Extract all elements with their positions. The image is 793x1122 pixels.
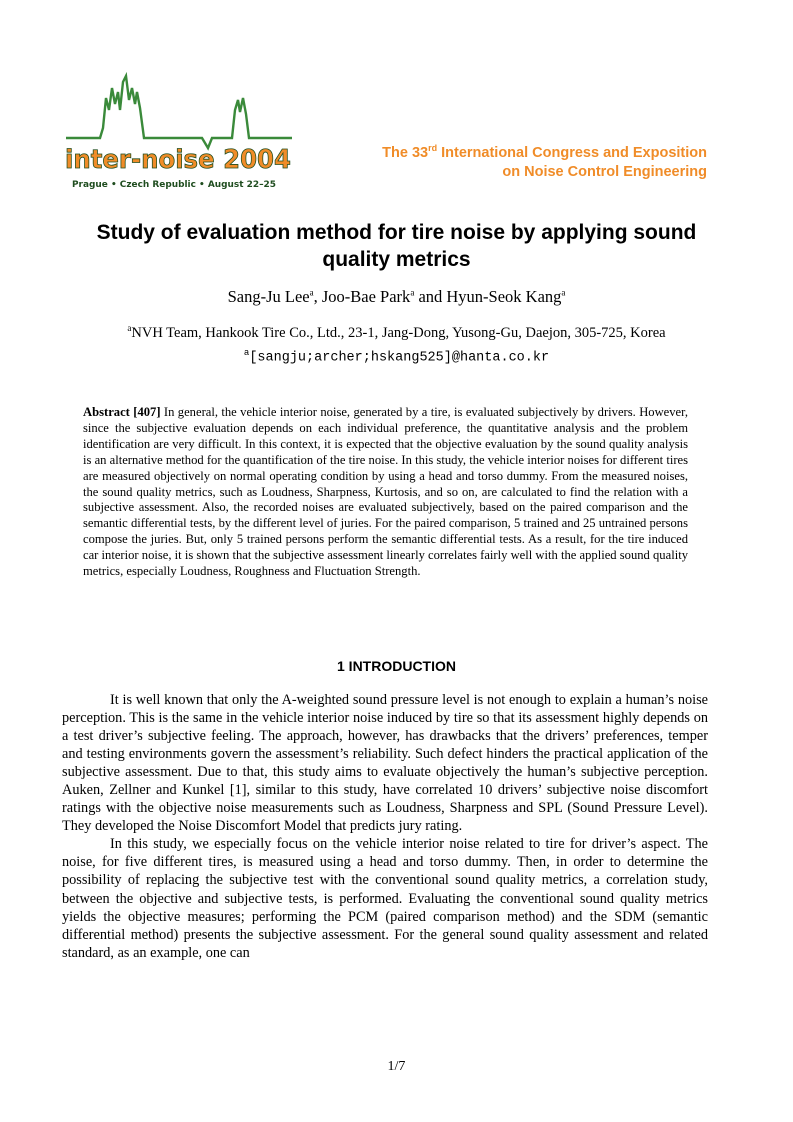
author-list: Sang-Ju Lee$^a$, Joo-Bae Park$^a$ and Hyun-Seok Kang$^a$ (227, 287, 566, 306)
logo-skyline (66, 76, 292, 148)
logo-wordmark: inter-noise 2004 (65, 145, 291, 175)
affiliation: $^a$NVH Team, Hankook Tire Co., Ltd., 23-1, Jang-Dong, Yusong-Gu, Daejon, 305-725, Korea (127, 323, 666, 341)
author-name: Sang-Ju Lee (227, 287, 310, 306)
logo-tagline: Prague • Czech Republic • August 22–25 (72, 180, 276, 190)
body-paragraph: In this study, we especially focus on the vehicle interior noise related to tire for driver’s aspect. The noise, for five different tires, is measured using a head and torso dummy. Then, in order to determine the possibility of replacing the subjective test with the conventional sound quality metrics, a correlation study, between the objective and subjective tests, is performed. Evaluating the conventional sound quality metrics yields the objective measures; performing the PCM (paired comparison method) and the SDM (semantic differential method) presents the subjective assessment. For the general sound quality assessment and related standard, as an example, one can (62, 836, 708, 961)
author-name: Joo-Bae Park (321, 287, 411, 306)
conference-line-1: The 33rd International Congress and Exposition (382, 143, 707, 161)
conference-name (382, 139, 707, 182)
author-name: Hyun-Seok Kang (446, 287, 562, 306)
author-email: $^a$[sangju;archer;hskang525]@hanta.co.kr (243, 348, 550, 366)
page-number: 1/7 (387, 1059, 406, 1074)
abstract (83, 405, 688, 580)
introduction-body (62, 691, 708, 962)
conference-line-2: on Noise Control Engineering (502, 163, 707, 180)
abstract-text: In general, the vehicle interior noise, generated by a tire, is evaluated subjectively by drivers. However, since the subjective evaluation depends on each individual preference, the quantitative analysis and the problem identification are very difficult. In this context, it is expected that the objective evaluation by the sound quality analysis is an alternative method for the quantification of the tire noise. In this study, the vehicle interior noises for different tires are measured objectively on normal operating condition by using a head and torso dummy. From the measured noises, the sound quality metrics, such as Loudness, Sharpness, Kurtosis, and so on, are calculated to find the relation with a subjective assessment. Also, the recorded noises are evaluated subjectively, based on the paired comparison and the semantic differential tests, by the different level of juries. For the paired comparison, 5 trained and 25 untrained persons compose the juries. But, only 5 trained persons perform the semantic differential tests. As a result, for the tire induced car interior noise, it is shown that the subjective assessment linearly correlates fairly well with the applied sound quality metrics, especially Loudness, Roughness and Fluctuation Strength. (83, 405, 688, 579)
section-heading-introduction: 1 INTRODUCTION (337, 658, 456, 674)
body-paragraph: It is well known that only the A-weighted sound pressure level is not enough to explain a human’s noise perception. This is the same in the vehicle interior noise induced by tire so that its assessment highly depends on a test driver’s subjective feeling. The approach, however, has drawbacks that the drivers’ preferences, temper and testing environments govern the assessment’s reliability. Such defect hinders the practical application of the subjective assessment. Due to that, this study aims to evaluate objectively the human’s subjective perception. Auken, Zellner and Kunkel [1], similar to this study, have correlated 10 drivers’ subjective noise discomfort ratings with the objective noise measurements such as Loudness, Sharpness and SPL (Sound Pressure Level). They developed the Noise Discomfort Model that predicts jury rating. (62, 692, 708, 835)
inter-noise-2004-logo (62, 70, 294, 195)
abstract-label: Abstract [407] (83, 405, 161, 419)
paper-title: Study of evaluation method for tire noise by applying sound quality metrics (96, 221, 697, 271)
